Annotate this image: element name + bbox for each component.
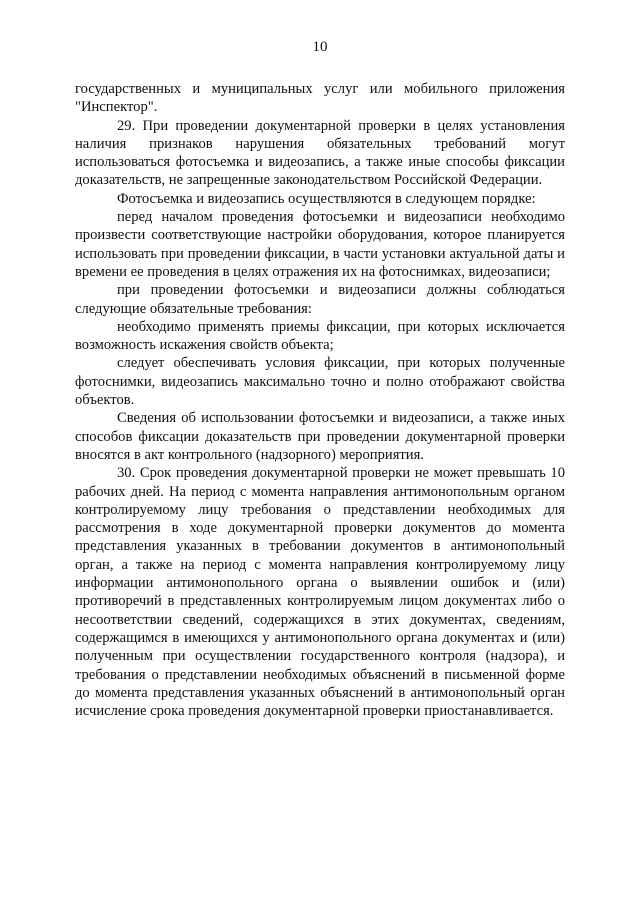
paragraph-29: 29. При проведении документарной проверки в целях установления наличия признаков нарушения обязательных требований могут использоваться фотосъемка и видеозапись, а также иные способы фиксации доказательств, не запрещенные законодательством Российской Федерации. bbox=[75, 117, 565, 189]
paragraph-30: 30. Срок проведения документарной проверки не может превышать 10 рабочих дней. На период с момента направления антимонопольным органом контролируемому лицу требования о представлении необходимых для рассмотрения в ходе документарной проверки документов до момента представления указанных в требовании документов в антимонопольный орган, а также на период с момента направления контролируемому лицу информации антимонопольного органа о выявлении ошибок и (или) противоречий в представленных контролируемым лицом документах либо о несоответствии сведений, содержащихся в этих документах, сведениям, содержащимся в имеющихся у антимонопольного органа документах и (или) полученным при осуществлении государственного контроля (надзора), и требования о представлении необходимых объяснений в письменной форме до момента представления указанных объяснений в антимонопольный орган исчисление срока проведения документарной проверки приостанавливается. bbox=[75, 465, 565, 720]
page-number: 10 bbox=[312, 39, 328, 55]
paragraph-procedure-intro: Фотосъемка и видеозапись осуществляются в следующем порядке: bbox=[117, 190, 536, 207]
paragraph-act-record: Сведения об использовании фотосъемки и видеозаписи, а также иных способов фиксации доказательств при проведении документарной проверки вносятся в акт контрольного (надзорного) мероприятия. bbox=[75, 410, 565, 463]
paragraph-requirements-intro: при проведении фотосъемки и видеозаписи должны соблюдаться следующие обязательные требования: bbox=[75, 282, 565, 317]
paragraph-requirement-distortion: необходимо применять приемы фиксации, при которых исключается возможность искажения свойств объекта; bbox=[75, 318, 565, 354]
paragraph-requirement-accuracy: следует обеспечивать условия фиксации, при которых полученные фотоснимки, видеозапись максимально точно и полно отображают свойства объектов. bbox=[75, 355, 565, 409]
paragraph-continuation: государственных и муниципальных услуг или мобильного приложения "Инспектор". bbox=[75, 81, 565, 116]
document-body bbox=[75, 80, 565, 720]
paragraph-equipment-setup: перед началом проведения фотосъемки и видеозаписи необходимо произвести соответствующие настройки оборудования, которое планируется использовать при проведении фиксации, в части установки актуальной даты и времени ее проведения в целях отражения их на фотоснимках, видеозаписи; bbox=[75, 209, 565, 280]
